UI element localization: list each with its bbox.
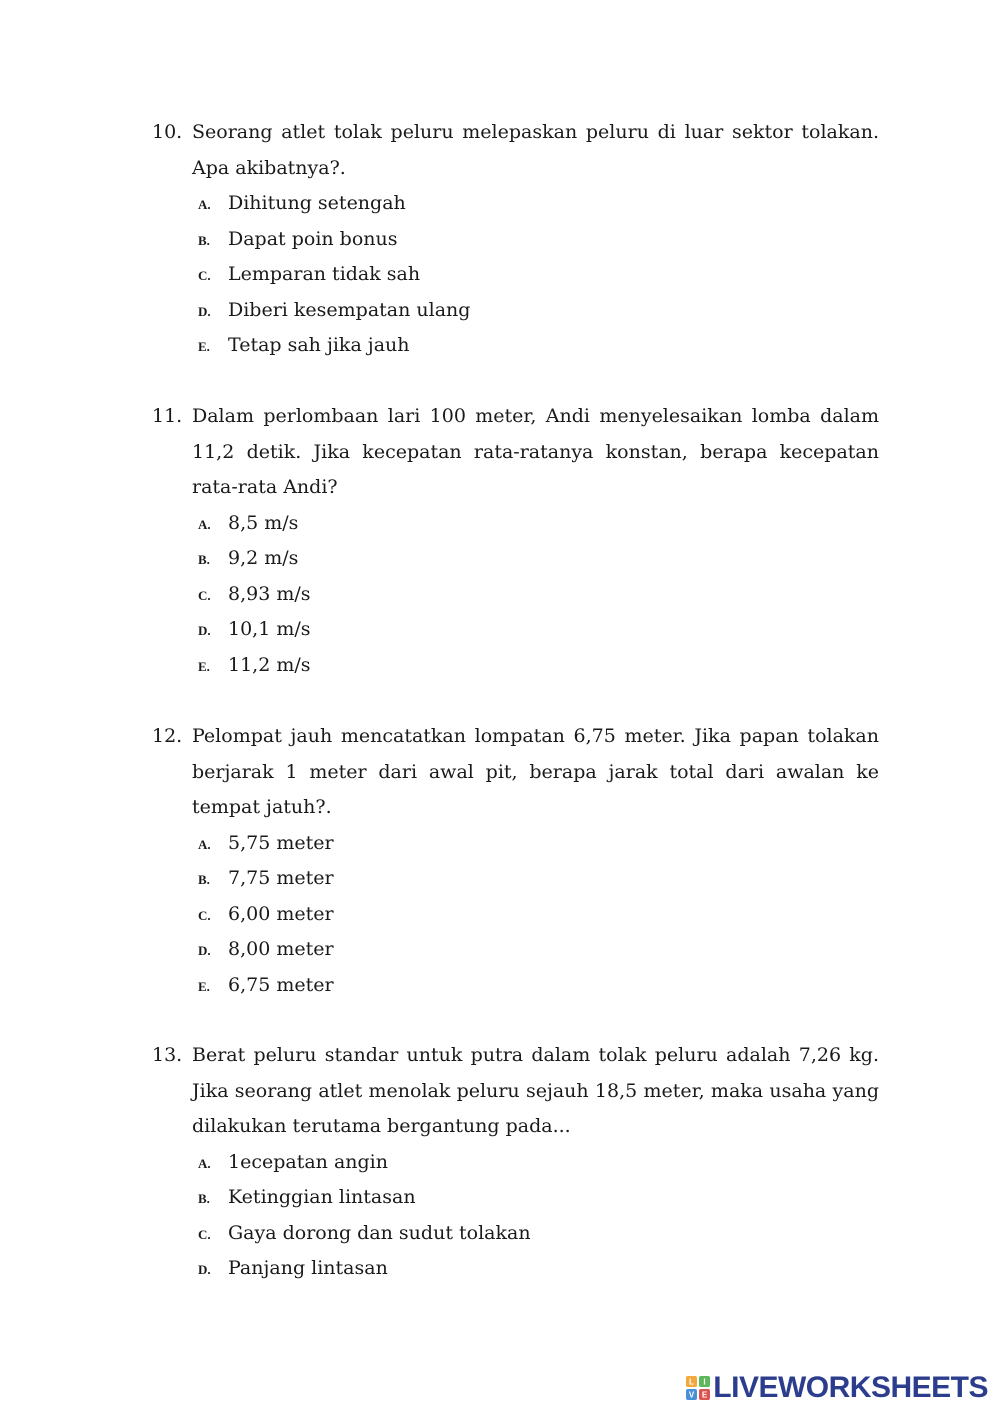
- question-stem: [152, 399, 879, 506]
- option-b[interactable]: [198, 861, 879, 897]
- option-c[interactable]: [198, 897, 879, 933]
- option-letter: C.: [198, 907, 211, 923]
- option-letter: A.: [198, 1155, 211, 1171]
- svg-text:V: V: [689, 1390, 695, 1400]
- option-a[interactable]: [198, 186, 879, 222]
- option-d[interactable]: [198, 932, 879, 968]
- option-letter: C.: [198, 268, 211, 283]
- question-13: [152, 1038, 879, 1287]
- option-letter: A.: [198, 197, 211, 212]
- option-letter: D.: [198, 1262, 211, 1277]
- option-text: 9,2 m/s: [228, 547, 299, 569]
- option-text: 8,93 m/s: [228, 582, 311, 605]
- question-12: [152, 719, 879, 1003]
- question-number: 13.: [152, 1044, 183, 1066]
- option-letter: B.: [198, 552, 210, 567]
- option-b[interactable]: [198, 1180, 879, 1216]
- option-letter: A.: [198, 836, 211, 852]
- option-letter: E.: [198, 658, 210, 674]
- liveworksheets-logo-icon: [686, 1376, 710, 1400]
- option-text: Ketinggian lintasan: [228, 1186, 416, 1208]
- question-number: 10.: [152, 121, 183, 143]
- option-text: 11,2 m/s: [228, 653, 311, 676]
- option-letter: C.: [198, 587, 211, 603]
- answer-options: [152, 826, 879, 1004]
- option-e[interactable]: [198, 648, 879, 684]
- option-text: Tetap sah jika jauh: [228, 334, 410, 356]
- option-text: 1ecepatan angin: [228, 1150, 388, 1173]
- answer-options: [152, 186, 879, 364]
- option-d[interactable]: [198, 1251, 879, 1287]
- question-text: Pelompat jauh mencatatkan lompatan 6,75 meter. Jika papan tolakan berjarak 1 meter dari awal pit, berapa jarak total dari awalan ke tempat jatuh?.: [192, 725, 879, 818]
- option-text: 10,1 m/s: [228, 618, 311, 640]
- question-stem: [152, 719, 879, 826]
- question-text: Seorang atlet tolak peluru melepaskan peluru di luar sektor tolakan. Apa akibatnya?.: [192, 121, 879, 179]
- option-b[interactable]: [198, 222, 879, 258]
- option-letter: E.: [198, 978, 210, 994]
- question-text: Berat peluru standar untuk putra dalam tolak peluru adalah 7,26 kg. Jika seorang atlet menolak peluru sejauh 18,5 meter, maka usaha yang dilakukan terutama bergantung pada...: [192, 1044, 879, 1137]
- option-letter: A.: [198, 516, 211, 532]
- question-number: 11.: [152, 405, 183, 427]
- option-text: Dihitung setengah: [228, 192, 406, 214]
- option-letter: B.: [198, 232, 210, 248]
- option-text: Lemparan tidak sah: [228, 263, 421, 285]
- question-10: [152, 115, 879, 364]
- question-number: 12.: [152, 725, 183, 747]
- watermark-text: LIVEWORKSHEETS: [713, 1371, 988, 1404]
- option-letter: D.: [198, 623, 211, 638]
- option-letter: D.: [198, 303, 211, 319]
- option-text: 8,00 meter: [228, 938, 334, 960]
- question-11: [152, 399, 879, 683]
- option-letter: C.: [198, 1226, 211, 1242]
- option-text: 6,75 meter: [228, 973, 334, 996]
- option-d[interactable]: [198, 612, 879, 648]
- option-text: Dapat poin bonus: [228, 227, 398, 250]
- option-c[interactable]: [198, 1216, 879, 1252]
- option-text: Gaya dorong dan sudut tolakan: [228, 1221, 531, 1244]
- option-text: 6,00 meter: [228, 902, 334, 925]
- option-e[interactable]: [198, 968, 879, 1004]
- option-letter: B.: [198, 872, 210, 887]
- option-a[interactable]: [198, 506, 879, 542]
- answer-options: [152, 506, 879, 684]
- question-stem: [152, 1038, 879, 1145]
- option-text: Panjang lintasan: [228, 1257, 388, 1279]
- option-b[interactable]: [198, 541, 879, 577]
- liveworksheets-watermark: [686, 1368, 988, 1408]
- option-letter: D.: [198, 943, 211, 958]
- option-d[interactable]: [198, 293, 879, 329]
- option-text: 5,75 meter: [228, 831, 334, 854]
- option-text: Diberi kesempatan ulang: [228, 298, 471, 321]
- answer-options: [152, 1145, 879, 1287]
- option-e[interactable]: [198, 328, 879, 364]
- option-a[interactable]: [198, 826, 879, 862]
- question-text: Dalam perlombaan lari 100 meter, Andi menyelesaikan lomba dalam 11,2 detik. Jika kecepatan rata-ratanya konstan, berapa kecepatan rata-rata Andi?: [192, 405, 879, 498]
- option-c[interactable]: [198, 257, 879, 293]
- svg-text:E: E: [702, 1390, 708, 1400]
- option-text: 7,75 meter: [228, 867, 334, 889]
- svg-text:I: I: [703, 1377, 706, 1387]
- option-a[interactable]: [198, 1145, 879, 1181]
- option-letter: B.: [198, 1191, 210, 1206]
- option-text: 8,5 m/s: [228, 511, 299, 534]
- option-c[interactable]: [198, 577, 879, 613]
- svg-text:L: L: [689, 1377, 695, 1387]
- question-stem: [152, 115, 879, 186]
- option-letter: E.: [198, 339, 210, 354]
